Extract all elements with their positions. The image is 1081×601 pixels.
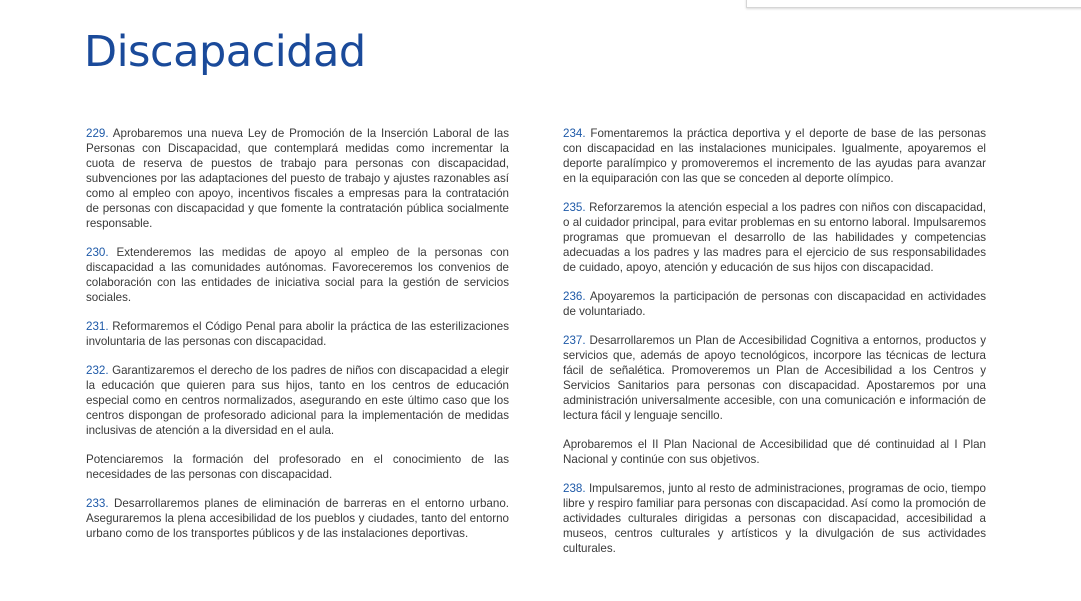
- paragraph-text: Desarrollaremos un Plan de Accesibilidad Cognitiva a entornos, productos y servicios que, además de apoyo tecnológicos, incorpore las técnicas de lectura fácil de señalética. Promoveremos un Plan de Accesibilidad a los Centros y Servicios Sanitarios para personas con discapacidad. Apostaremos por una administración universalmente accesible, con una comunicación e información de lectura fácil y lenguaje sencillo.: [563, 334, 986, 422]
- paragraph-text: Desarrollaremos planes de eliminación de barreras en el entorno urbano. Aseguraremos la plena accesibilidad de los pueblos y ciudades, tanto del entorno urbano como de los transportes públicos y de las instalaciones deportivas.: [86, 497, 509, 540]
- paragraph-234: [563, 126, 986, 186]
- left-column: [86, 126, 509, 555]
- paragraph-233: [86, 496, 509, 541]
- paragraph-230: [86, 245, 509, 305]
- paragraph-235: [563, 200, 986, 275]
- paragraph-number: 236.: [563, 290, 586, 303]
- paragraph-number: 233.: [86, 497, 109, 510]
- right-column: [563, 126, 986, 570]
- paragraph-text: Aprobaremos una nueva Ley de Promoción de la Inserción Laboral de las Personas con Discapacidad, que contemplará medidas como incrementar la cuota de reserva de puestos de trabajo para personas con discapacidad, subvenciones por las adaptaciones del puesto de trabajo y ajustes razonables así como al empleo con apoyo, incentivos fiscales a empresas para la contratación de personas con discapacidad y que fomente la contratación pública socialmente responsable.: [86, 127, 509, 230]
- paragraph-text: Aprobaremos el II Plan Nacional de Accesibilidad que dé continuidad al I Plan Nacional y continúe con sus objetivos.: [563, 438, 986, 466]
- paragraph-text: Reforzaremos la atención especial a los padres con niños con discapacidad, o al cuidador principal, para evitar problemas en su entorno laboral. Impulsaremos programas que promuevan el desarrollo de las habilidades y competencias adecuadas a los padres y las madres para el ejercicio de sus responsabilidades de cuidado, apoyo, atención y educación de sus hijos con discapacidad.: [563, 201, 986, 274]
- paragraph-231: [86, 319, 509, 349]
- paragraph-number: 231.: [86, 320, 109, 333]
- paragraph-number: 229.: [86, 127, 109, 140]
- paragraph-text: Potenciaremos la formación del profesorado en el conocimiento de las necesidades de las personas con discapacidad.: [86, 453, 509, 481]
- overlay-panel-edge: [746, 0, 1081, 8]
- paragraph-232: [86, 363, 509, 438]
- paragraph-number: 235.: [563, 201, 586, 214]
- paragraph-number: 238.: [563, 482, 586, 495]
- paragraph-text: Impulsaremos, junto al resto de administraciones, programas de ocio, tiempo libre y respiro familiar para personas con discapacidad. Así como la promoción de actividades culturales dirigidas a personas con discapacidad, accesibilidad a museos, centros culturales y artísticos y la divulgación de sus actividades culturales.: [563, 482, 986, 555]
- paragraph-237: [563, 333, 986, 423]
- paragraph-237-continued: [563, 437, 986, 467]
- paragraph-232-continued: [86, 452, 509, 482]
- paragraph-text: Fomentaremos la práctica deportiva y el deporte de base de las personas con discapacidad en las instalaciones municipales. Igualmente, apoyaremos el deporte paralímpico y promoveremos el incremento de las ayudas para avanzar en la equiparación con las que se conceden al deporte olímpico.: [563, 127, 986, 185]
- paragraph-text: Reformaremos el Código Penal para abolir la práctica de las esterilizaciones involuntaria de las personas con discapacidad.: [86, 320, 509, 348]
- paragraph-text: Extenderemos las medidas de apoyo al empleo de la personas con discapacidad a las comunidades autónomas. Favoreceremos los convenios de colaboración con las entidades de iniciativa social para la gestión de servicios sociales.: [86, 246, 509, 304]
- paragraph-229: [86, 126, 509, 231]
- paragraph-number: 230.: [86, 246, 109, 259]
- paragraph-238: [563, 481, 986, 556]
- paragraph-number: 232.: [86, 364, 109, 377]
- paragraph-number: 234.: [563, 127, 586, 140]
- paragraph-236: [563, 289, 986, 319]
- paragraph-text: Garantizaremos el derecho de los padres de niños con discapacidad a elegir la educación que quieren para sus hijos, tanto en los centros de educación especial como en centros normalizados, asegurando en este último caso que los centros dispongan de profesorado adicional para la implementación de medidas inclusivas de atención a la diversidad en el aula.: [86, 364, 509, 437]
- page-title: Discapacidad: [84, 27, 366, 77]
- paragraph-number: 237.: [563, 334, 586, 347]
- paragraph-text: Apoyaremos la participación de personas con discapacidad en actividades de voluntariado.: [563, 290, 986, 318]
